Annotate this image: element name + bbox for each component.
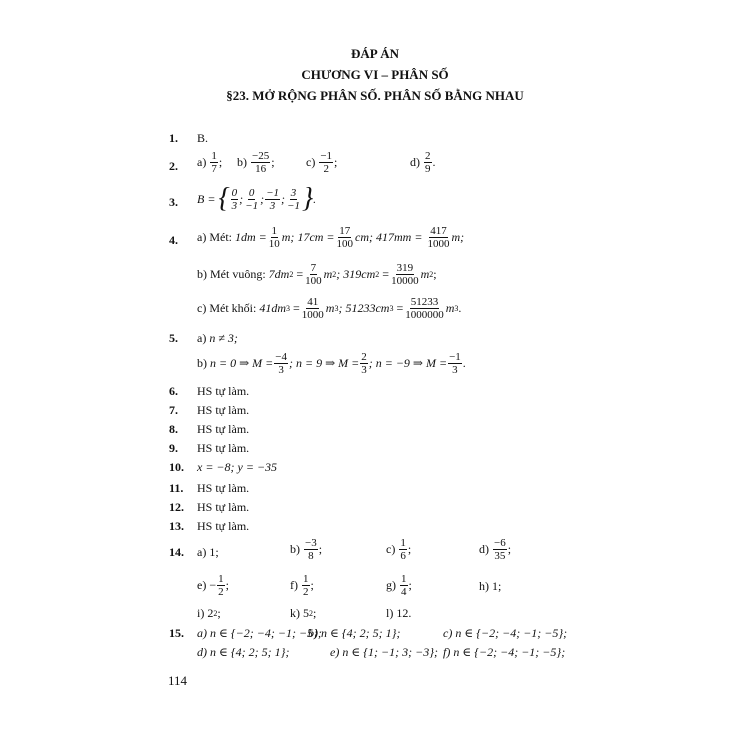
q8-number: 8.	[169, 422, 178, 436]
q3-set: B = { 0 3 ; 0 −1 ; −1 3 ; 3 −1 } .	[197, 183, 317, 214]
q9-answer: HS tự làm.	[197, 441, 250, 455]
q15-d: d) n ∈ {4; 2; 5; 1};	[197, 645, 290, 659]
q14-e: e) − $\frac{1}{2}$ ;	[197, 573, 229, 598]
q10-answer: x = −8; y = −35	[197, 460, 278, 474]
q13-answer: HS tự làm.	[197, 519, 250, 533]
q2-number: 2.	[169, 159, 178, 173]
q5-b: b) n = 0 ⇒ M = $\frac{-4}{3}$ ; n = 9 ⇒ M = $\frac{2}{3}$ ; n = −9 ⇒ M = $\frac{-1}{3}$ .	[197, 351, 466, 376]
q14-i: i) 2 2 ;	[197, 606, 221, 620]
q2-a: a) 1 7 ;	[197, 150, 223, 175]
q11-number: 11.	[169, 481, 184, 495]
q15-c: c) n ∈ {−2; −4; −1; −5};	[443, 626, 568, 640]
q12-answer: HS tự làm.	[197, 500, 250, 514]
q14-d: d) −6 35 ;	[479, 537, 512, 562]
q14-g: g) 1 4 ;	[386, 573, 412, 598]
q11-answer: HS tự làm.	[197, 481, 250, 495]
q14-l: l) 12.	[386, 606, 412, 620]
q1-answer: B.	[197, 131, 209, 145]
q14-k: k) 5 2 ;	[290, 606, 317, 620]
q6-number: 6.	[169, 384, 178, 398]
q2-c: c) −1 2 ;	[306, 150, 338, 175]
q8-answer: HS tự làm.	[197, 422, 250, 436]
q15-b: b) n ∈ {4; 2; 5; 1};	[308, 626, 401, 640]
q10-number: 10.	[169, 460, 184, 474]
q4-c: c) Mét khối: 41dm 3 = $\frac{41}{1000}$ m 3 ; 51233cm 3 = $\frac{51233}{1000000}$ m 3 .	[197, 296, 462, 321]
q12-number: 12.	[169, 500, 184, 514]
q15-number: 15.	[169, 626, 184, 640]
q15-a: a) n ∈ {−2; −4; −1; −5};	[197, 626, 322, 640]
q14-f: f) 1 2 ;	[290, 573, 314, 598]
q14-number: 14.	[169, 545, 184, 559]
q5-number: 5.	[169, 331, 178, 345]
section-title: §23. MỞ RỘNG PHÂN SỐ. PHÂN SỐ BẰNG NHAU	[226, 88, 524, 103]
page-number: 114	[168, 673, 188, 688]
q14-a: a) 1;	[197, 545, 219, 559]
q7-answer: HS tự làm.	[197, 403, 250, 417]
q3-number: 3.	[169, 195, 178, 209]
q9-number: 9.	[169, 441, 178, 455]
q15-e: e) n ∈ {1; −1; 3; −3};	[330, 645, 438, 659]
q7-number: 7.	[169, 403, 178, 417]
q2-d: d) 2 9 .	[410, 150, 436, 175]
q5-a: a) n ≠ 3;	[197, 331, 238, 345]
q2-b: b) −25 16 ;	[237, 150, 275, 175]
q15-f: f) n ∈ {−2; −4; −1; −5};	[443, 645, 566, 659]
q14-b: b) −3 8 ;	[290, 537, 323, 562]
doc-title: ĐÁP ÁN	[350, 46, 400, 61]
q6-answer: HS tự làm.	[197, 384, 250, 398]
q14-h: h) 1;	[479, 579, 502, 593]
q4-number: 4.	[169, 233, 178, 247]
chapter-title: CHƯƠNG VI – PHÂN SỐ	[301, 67, 449, 82]
q1-number: 1.	[169, 131, 178, 145]
q14-c: c) 1 6 ;	[386, 537, 412, 562]
q4-b: b) Mét vuông: 7dm 2 = $\frac{7}{100}$ m 2 ; 319cm 2 = $\frac{319}{10000}$ m 2 ;	[197, 262, 437, 287]
q13-number: 13.	[169, 519, 184, 533]
q4-a: a) Mét: 1dm = $\frac{1}{10}$ m; 17cm = $\frac{17}{100}$ cm; 417mm = $\frac{417}{1000}$ m;	[197, 225, 465, 250]
